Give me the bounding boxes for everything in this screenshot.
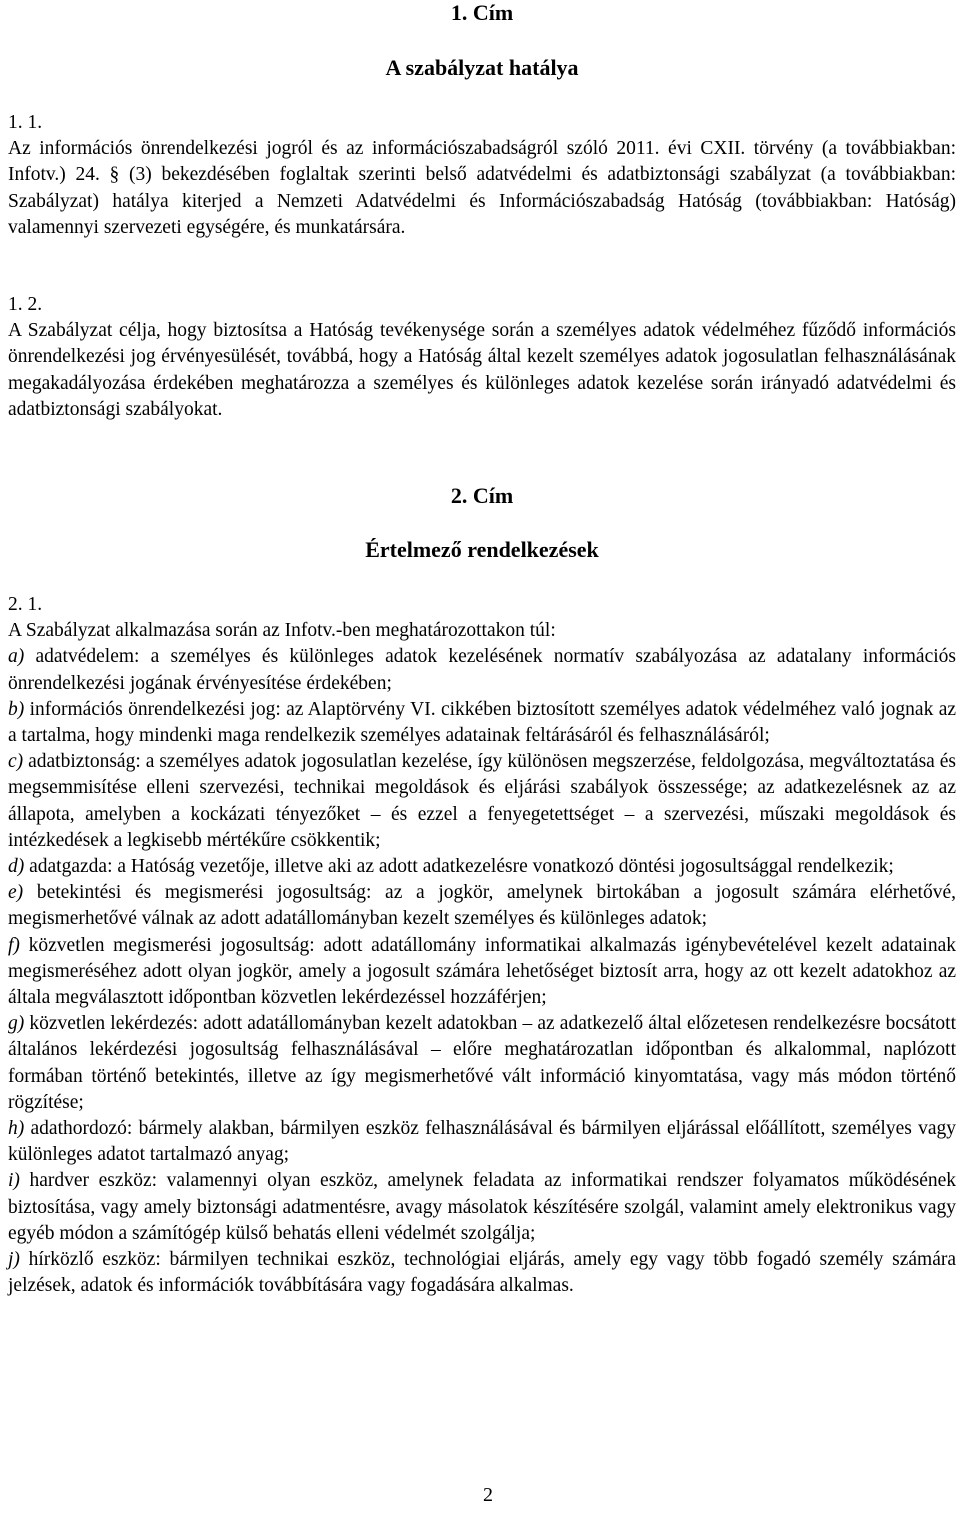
definition-text: közvetlen megismerési jogosultság: adott adatállomány informatikai alkalmazás igénybevételével kezelt adatainak megismeréséhez adott olyan jogkör, amely a jogosult számára lehetőséget biztosít arra, hogy az ott kezelt adatokhoz az általa megválasztott időpontban közvetlen lekérdezéssel hozzáférjen; [8,934,956,1009]
definition-text: adathordozó: bármely alakban, bármilyen eszköz felhasználásával és bármilyen eljárással előállított, személyes vagy különleges adatot tartalmazó anyag; [8,1118,956,1166]
definition-item [8,1247,956,1299]
paragraph-intro: A Szabályzat alkalmazása során az Infotv.-ben meghatározottakon túl: [8,620,556,642]
section-2-paragraph-1 [8,592,956,1299]
definition-item [8,644,956,696]
section-2-number-heading: 2. Cím [450,483,514,508]
definition-letter: b) [8,698,25,720]
section-1-paragraph-1 [8,110,956,241]
definition-letter: a) [8,646,25,668]
definition-text: közvetlen lekérdezés: adott adatállományban kezelt adatokban – az adatkezelő által előzetesen rendelkezésre bocsátott általános lekérdezési jogosultság felhasználásával – előre meghatározatlan időpontban és alkalommal, naplózott formában történő betekintés, illetve az így megismerhetővé vált információ kinyomtatása, vagy más módon történő rögzítése; [8,1013,956,1113]
paragraph-text: Az információs önrendelkezési jogról és az információszabadságról szóló 2011. évi CXII. törvény (a továbbiakban: Infotv.) 24. § (3) bekezdésében foglaltak szerinti belső adatvédelmi és adatbiztonsági szabályzat (a továbbiakban: Szabályzat) hatálya kiterjed a Nemzeti Adatvédelmi és Információszabadság Hatóság (továbbiakban: Hatóság) valamennyi szervezeti egységére, és munkatársára. [8,138,956,238]
definition-item [8,933,956,1012]
definition-letter: c) [8,751,24,773]
definition-letter: i) [8,1170,20,1192]
definition-item [8,854,956,880]
paragraph-number: 2. 1. [8,594,43,615]
definition-item [8,1168,956,1247]
definition-list [8,644,956,1299]
definition-text: hírközlő eszköz: bármilyen technikai eszköz, technológiai eljárás, amely egy vagy több fogadó személy számára jelzések, adatok és információk továbbítására vagy fogadására alkalmas. [8,1249,956,1297]
section-1-paragraph-2 [8,292,956,423]
definition-item [8,880,956,932]
definition-item [8,1011,956,1116]
definition-letter: g) [8,1013,25,1035]
section-2-title: Értelmező rendelkezések [365,537,599,562]
definition-text: hardver eszköz: valamennyi olyan eszköz, amelynek feladata az informatikai rendszer folyamatos működésének biztosítása, vagy amely biztonsági adatmentésre, avagy másolatok készítésére szolgál, valamint amely elektronikus vagy egyéb módon a számítógép külső behatás elleni védelmét szolgálja; [8,1170,956,1244]
definition-letter: e) [8,882,24,904]
definition-item [8,697,956,749]
definition-item [8,1116,956,1168]
definition-text: adatvédelem: a személyes és különleges adatok kezelésének normatív szabályozása az adatalany információs önrendelkezési jogának érvényesítése érdekében; [8,646,956,694]
definition-letter: h) [8,1118,25,1140]
definition-text: információs önrendelkezési jog: az Alaptörvény VI. cikkében biztosított személyes adatok védelméhez való jognak az a tartalma, hogy mindenki maga rendelkezik személyes adatainak feltárásáról és felhasználásáról; [8,698,957,747]
definition-letter: d) [8,856,25,878]
paragraph-number: 1. 1. [8,112,43,133]
definition-letter: j) [8,1249,20,1271]
definition-text: adatbiztonság: a személyes adatok jogosulatlan kezelése, így különösen megszerzése, feldolgozása, megváltoztatása és megsemmisítése elleni szervezési, technikai megoldások és eljárási szabályok összessége; az adatkezelésnek az az állapota, amelyben a kockázati tényezőket – és ezzel a fenyegetettséget – a szervezési, műszaki megoldások és intézkedések a legkisebb mértékűre csökkentik; [8,751,957,851]
paragraph-number: 1. 2. [8,294,43,315]
definition-text: betekintési és megismerési jogosultság: az a jogkör, amelynek birtokában a jogosult számára elérhetővé, megismerhetővé válnak az adott adatállományban kezelt személyes és különleges adatok; [8,882,956,930]
paragraph-text: A Szabályzat célja, hogy biztosítsa a Hatóság tevékenysége során a személyes adatok védelméhez fűződő információs önrendelkezési jog érvényesülését, továbbá, hogy a Hatóság által kezelt személyes adatok jogosulatlan felhasználásának megakadályozása érdekében meghatározza a személyes és különleges adatok kezelése során irányadó adatvédelmi és adatbiztonsági szabályokat. [8,320,956,420]
definition-text: adatgazda: a Hatóság vezetője, illetve aki az adott adatkezelésre vonatkozó döntési jogosultsággal rendelkezik; [29,856,894,878]
definition-item [8,749,956,854]
section-1-number-heading: 1. Cím [450,0,514,25]
page-number: 2 [483,1484,493,1506]
definition-letter: f) [8,934,20,956]
section-1-title: A szabályzat hatálya [385,55,579,80]
